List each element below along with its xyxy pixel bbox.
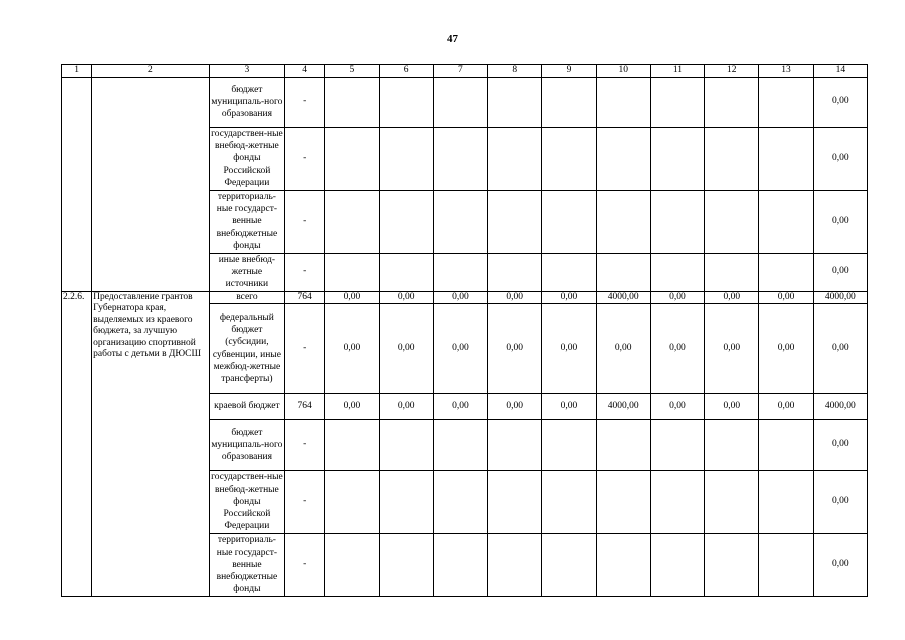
- cell: 4000,00: [596, 394, 650, 420]
- funding-source-cell: территориаль-ные государст-венные внебюджетные фонды: [209, 534, 284, 597]
- item-number-cell: 2.2.6.: [62, 291, 92, 597]
- funding-source-cell: бюджет муниципаль-ного образования: [209, 420, 284, 471]
- cell: 0,00: [650, 291, 704, 304]
- header-cell: 7: [433, 65, 487, 78]
- page-number: 47: [447, 33, 458, 45]
- cell: 764: [285, 394, 325, 420]
- cell: 0,00: [650, 304, 704, 394]
- cell: 764: [285, 291, 325, 304]
- cell: -: [285, 304, 325, 394]
- budget-table: [61, 64, 868, 597]
- cell: 0,00: [813, 471, 867, 534]
- cell: -: [285, 190, 325, 253]
- cell: 0,00: [813, 420, 867, 471]
- header-cell: 6: [379, 65, 433, 78]
- funding-source-cell: федеральный бюджет (субсидии, субвенции, иные межбюд-жетные трансферты): [209, 304, 284, 394]
- cell: 0,00: [433, 394, 487, 420]
- cell: 0,00: [813, 534, 867, 597]
- header-cell: 1: [62, 65, 92, 78]
- header-cell: 3: [209, 65, 284, 78]
- cell: 0,00: [325, 304, 379, 394]
- cell: 0,00: [433, 291, 487, 304]
- cell: 0,00: [379, 291, 433, 304]
- cell: 0,00: [325, 394, 379, 420]
- cell: 0,00: [542, 291, 596, 304]
- header-cell: 5: [325, 65, 379, 78]
- cell: -: [285, 77, 325, 127]
- cell: 0,00: [542, 304, 596, 394]
- cell: 4000,00: [813, 394, 867, 420]
- table-row: [62, 291, 868, 304]
- cell: 0,00: [813, 253, 867, 291]
- header-cell: 4: [285, 65, 325, 78]
- funding-source-cell: иные внебюд-жетные источники: [209, 253, 284, 291]
- item-description-cell: [92, 77, 210, 291]
- funding-source-cell: краевой бюджет: [209, 394, 284, 420]
- cell: 0,00: [542, 394, 596, 420]
- header-cell: 14: [813, 65, 867, 78]
- item-number-cell: [62, 77, 92, 291]
- cell: 0,00: [813, 304, 867, 394]
- cell: 0,00: [650, 394, 704, 420]
- table-row: [62, 77, 868, 127]
- cell: 0,00: [705, 394, 759, 420]
- cell: 0,00: [379, 394, 433, 420]
- cell: 0,00: [813, 190, 867, 253]
- cell: -: [285, 471, 325, 534]
- item-description-cell: Предоставление грантов Губернатора края, выделяемых из краевого бюджета, за лучшую организацию спортивной работы с детьми в ДЮСШ: [92, 291, 210, 597]
- cell: 0,00: [813, 127, 867, 190]
- cell: 0,00: [759, 394, 813, 420]
- funding-source-cell: бюджет муниципаль-ного образования: [209, 77, 284, 127]
- cell: 0,00: [488, 304, 542, 394]
- cell: 0,00: [433, 304, 487, 394]
- header-cell: 10: [596, 65, 650, 78]
- cell: 0,00: [705, 291, 759, 304]
- cell: -: [285, 253, 325, 291]
- cell: -: [285, 420, 325, 471]
- cell: 0,00: [759, 304, 813, 394]
- cell: 0,00: [759, 291, 813, 304]
- cell: 4000,00: [596, 291, 650, 304]
- cell: 0,00: [705, 304, 759, 394]
- header-cell: 2: [92, 65, 210, 78]
- header-row: [62, 65, 868, 78]
- funding-source-cell: государствен-ные внебюд-жетные фонды Российской Федерации: [209, 471, 284, 534]
- cell: 0,00: [596, 304, 650, 394]
- header-cell: 9: [542, 65, 596, 78]
- cell: -: [285, 534, 325, 597]
- cell: 0,00: [813, 77, 867, 127]
- cell: 0,00: [325, 291, 379, 304]
- header-cell: 13: [759, 65, 813, 78]
- header-cell: 8: [488, 65, 542, 78]
- funding-source-cell: государствен-ные внебюд-жетные фонды Российской Федерации: [209, 127, 284, 190]
- cell: 4000,00: [813, 291, 867, 304]
- cell: 0,00: [488, 291, 542, 304]
- header-cell: 12: [705, 65, 759, 78]
- cell: 0,00: [488, 394, 542, 420]
- cell: -: [285, 127, 325, 190]
- funding-source-cell: территориаль-ные государст-венные внебюджетные фонды: [209, 190, 284, 253]
- cell: 0,00: [379, 304, 433, 394]
- funding-source-cell: всего: [209, 291, 284, 304]
- header-cell: 11: [650, 65, 704, 78]
